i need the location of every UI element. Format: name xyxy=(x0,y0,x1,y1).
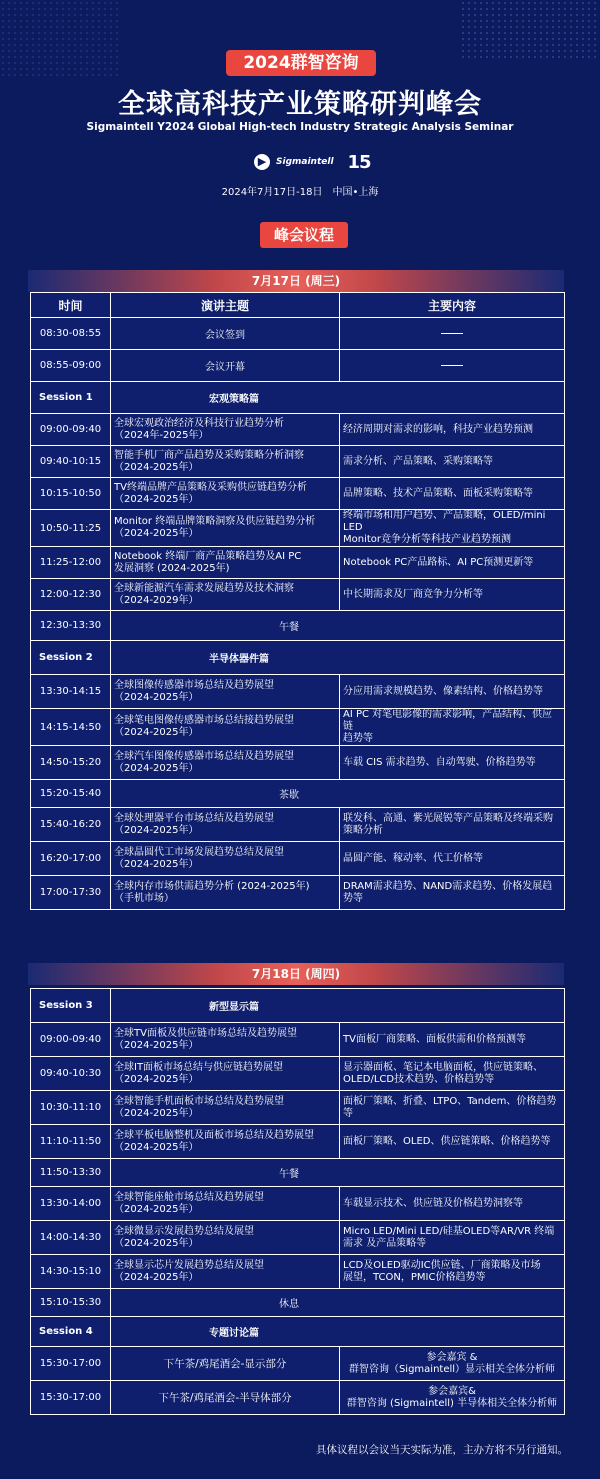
table-row xyxy=(31,746,565,780)
content-line: 需求 及产品策略等 xyxy=(343,1237,427,1249)
empty-content-cell xyxy=(340,350,565,382)
lunch-label: 午餐 xyxy=(111,611,565,641)
content-cell xyxy=(340,1381,565,1415)
topic-cell xyxy=(111,510,340,547)
topic-cell xyxy=(111,675,340,709)
content-cell xyxy=(340,1221,565,1255)
table-row xyxy=(31,876,565,910)
session-title: 半导体器件篇 xyxy=(111,641,565,675)
table-row xyxy=(31,1023,565,1057)
sigmaintell-logo-icon: ▶ xyxy=(254,154,270,170)
content-line: 车载显示技术、供应链及价格趋势洞察等 xyxy=(343,1197,523,1209)
topic-cell xyxy=(111,746,340,780)
table-row xyxy=(31,478,565,510)
content-cell xyxy=(340,1347,565,1381)
topic-line: 全球图像传感器市场总结及趋势展望 xyxy=(114,679,274,691)
content-cell xyxy=(340,1091,565,1125)
table-row xyxy=(31,446,565,478)
time-cell: 08:30-08:55 xyxy=(31,318,111,350)
content-cell xyxy=(340,1187,565,1221)
content-line: Micro LED/Mini LED/硅基OLED等AR/VR 终端 xyxy=(343,1225,555,1237)
time-cell: 10:50-11:25 xyxy=(31,510,111,547)
topic-line: 全球显示芯片发展趋势总结及展望 xyxy=(114,1259,264,1271)
content-line: 需求分析、产品策略、采购策略等 xyxy=(343,455,493,467)
time-cell: 13:30-14:00 xyxy=(31,1187,111,1221)
table-row xyxy=(31,318,565,350)
empty-content-cell xyxy=(340,318,565,350)
content-line: 经济周期对需求的影响，科技产业趋势预测 xyxy=(343,423,533,435)
session-row xyxy=(31,382,565,414)
time-cell: 12:30-13:30 xyxy=(31,611,111,641)
topic-cell: 下午茶/鸡尾酒会-半导体部分 xyxy=(111,1381,340,1415)
topic-line: （2024年-2025年） xyxy=(114,429,209,441)
content-line: LCD及OLED驱动IC供应链、厂商策略及市场 xyxy=(343,1259,541,1271)
content-cell xyxy=(340,1057,565,1091)
topic-cell xyxy=(111,1255,340,1289)
content-line: 晶圆产能、稼动率、代工价格等 xyxy=(343,852,483,864)
session-label: Session 4 xyxy=(31,1317,111,1347)
topic-line: TV终端品牌产品策略及采购供应链趋势分析 xyxy=(114,481,307,493)
content-line: 分应用需求规模趋势、像素结构、价格趋势等 xyxy=(343,685,543,697)
topic-cell xyxy=(111,1057,340,1091)
content-cell xyxy=(340,675,565,709)
session3-rows-b xyxy=(31,1187,565,1289)
session2-rows-b xyxy=(31,808,565,910)
session-row xyxy=(31,989,565,1023)
table-row xyxy=(31,709,565,746)
topic-cell xyxy=(111,1023,340,1057)
topic-line: （2024-2025年） xyxy=(114,528,199,539)
time-cell: 13:30-14:15 xyxy=(31,675,111,709)
break-label: 茶歇 xyxy=(111,780,565,808)
brand-logo xyxy=(254,150,371,174)
topic-cell: 下午茶/鸡尾酒会-显示部分 xyxy=(111,1347,340,1381)
table-row xyxy=(31,1057,565,1091)
topic-line: （2024-2025年） xyxy=(114,1107,199,1119)
page-subtitle: Sigmaintell Y2024 Global High-tech Industry Strategic Analysis Seminar xyxy=(86,121,514,133)
col-header-topic: 演讲主题 xyxy=(111,293,340,318)
table-row xyxy=(31,350,565,382)
table-row xyxy=(31,579,565,611)
table-row xyxy=(31,808,565,842)
content-line: 策略分析 xyxy=(343,824,383,836)
content-cell xyxy=(340,746,565,780)
time-cell: 15:40-16:20 xyxy=(31,808,111,842)
time-cell: 12:00-12:30 xyxy=(31,579,111,611)
content-cell xyxy=(340,547,565,579)
topic-line: （2024-2025年） xyxy=(114,1039,199,1051)
time-cell: 14:50-15:20 xyxy=(31,746,111,780)
topic-line: 全球晶圆代工市场发展趋势总结及展望 xyxy=(114,846,284,858)
time-cell: 09:40-10:15 xyxy=(31,446,111,478)
topic-line: （2024-2029年） xyxy=(114,594,199,606)
session2-rows-a xyxy=(31,675,565,780)
topic-cell xyxy=(111,414,340,446)
time-cell: 14:00-14:30 xyxy=(31,1221,111,1255)
topic-line: 全球笔电图像传感器市场总结接趋势展望 xyxy=(114,715,294,726)
topic-cell: 会议签到 xyxy=(111,318,340,350)
table-row xyxy=(31,1187,565,1221)
content-cell xyxy=(340,842,565,876)
time-cell: 08:55-09:00 xyxy=(31,350,111,382)
topic-cell xyxy=(111,709,340,746)
content-cell xyxy=(340,478,565,510)
content-line: AI PC 对笔电影像的需求影响，产品结构、供应链 xyxy=(343,709,553,732)
table-header-row xyxy=(31,293,565,318)
topic-line: 发展洞察 (2024-2025年) xyxy=(114,562,230,574)
content-line: 参会嘉宾& xyxy=(428,1385,476,1397)
time-cell: 10:30-11:10 xyxy=(31,1091,111,1125)
anniversary-number: 15 xyxy=(347,151,371,173)
rest-row xyxy=(31,1289,565,1317)
topic-cell xyxy=(111,1187,340,1221)
topic-line: 全球IT面板市场总结与供应链趋势展望 xyxy=(114,1061,284,1073)
topic-cell xyxy=(111,1221,340,1255)
content-line: 品牌策略、技术产品策略、面板采购策略等 xyxy=(343,487,533,499)
topic-cell xyxy=(111,446,340,478)
topic-cell xyxy=(111,478,340,510)
time-cell: 09:00-09:40 xyxy=(31,414,111,446)
content-cell xyxy=(340,510,565,547)
topic-cell: 会议开幕 xyxy=(111,350,340,382)
page-header xyxy=(0,0,600,260)
logo-text: Sigmaintell xyxy=(276,157,334,167)
topic-line: （2024-2025年） xyxy=(114,1271,199,1283)
topic-line: （2024-2025年） xyxy=(114,1203,199,1215)
table-row xyxy=(31,510,565,547)
event-year-badge: 2024群智咨询 xyxy=(226,50,376,76)
session-label: Session 1 xyxy=(31,382,111,414)
topic-line: （2024-2025年） xyxy=(114,858,199,870)
content-line: Monitor竞争分析等科技产业趋势预测 xyxy=(343,534,512,545)
content-line: 面板厂策略、OLED、供应链策略、价格趋势等 xyxy=(343,1135,551,1147)
content-cell xyxy=(340,446,565,478)
topic-line: （手机市场） xyxy=(114,892,174,904)
topic-line: （2024-2025年） xyxy=(114,727,199,738)
content-line: 参会嘉宾 & xyxy=(426,1351,478,1363)
topic-line: （2024-2025年） xyxy=(114,762,199,774)
content-cell xyxy=(340,1125,565,1159)
time-cell: 17:00-17:30 xyxy=(31,876,111,910)
session-label: Session 2 xyxy=(31,641,111,675)
time-cell: 15:10-15:30 xyxy=(31,1289,111,1317)
topic-line: 全球TV面板及供应链市场总结及趋势展望 xyxy=(114,1027,297,1039)
topic-cell xyxy=(111,808,340,842)
content-line: 群智咨询（Sigmaintell）显示相关全体分析师 xyxy=(348,1363,556,1375)
topic-line: 智能手机厂商产品趋势及采购策略分析洞察 xyxy=(114,449,304,461)
content-cell xyxy=(340,1023,565,1057)
time-cell: 14:15-14:50 xyxy=(31,709,111,746)
table-row xyxy=(31,1347,565,1381)
topic-line: （2024-2025年） xyxy=(114,1237,199,1249)
topic-line: 全球智能座舱市场总结及趋势展望 xyxy=(114,1191,264,1203)
topic-line: （2024-2025年） xyxy=(114,1073,199,1085)
topic-line: 全球汽车图像传感器市场总结及趋势展望 xyxy=(114,750,294,762)
content-line: 中长期需求及厂商竞争力分析等 xyxy=(343,588,483,600)
topic-line: 全球宏观政治经济及科技行业趋势分析 xyxy=(114,417,284,429)
time-cell: 09:40-10:30 xyxy=(31,1057,111,1091)
content-line: 群智咨询 (Sigmaintell) 半导体相关全体分析师 xyxy=(346,1397,558,1409)
time-cell: 09:00-09:40 xyxy=(31,1023,111,1057)
dash-mark xyxy=(441,365,463,366)
page-title: 全球高科技产业策略研判峰会 xyxy=(118,89,482,120)
content-line: 展望，TCON，PMIC价格趋势等 xyxy=(343,1271,486,1283)
table-row xyxy=(31,1125,565,1159)
content-line: 趋势等 xyxy=(343,733,373,744)
content-line: 联发科、高通、紫光展锐等产品策略及终端采购 xyxy=(343,812,553,824)
content-line: 终端市场和用户趋势、产品策略，OLED/mini LED xyxy=(343,510,546,533)
day2-date-bar: 7月18日 (周四) xyxy=(28,963,564,985)
session-row xyxy=(31,1317,565,1347)
content-line: OLED/LCD技术趋势、价格趋势等 xyxy=(343,1073,495,1085)
session-title: 宏观策略篇 xyxy=(111,382,565,414)
topic-cell xyxy=(111,876,340,910)
topic-line: 全球内存市场供需趋势分析 (2024-2025年) xyxy=(114,880,310,892)
content-line: TV面板厂商策略、面板供需和价格预测等 xyxy=(343,1033,526,1045)
session-row xyxy=(31,641,565,675)
table-row xyxy=(31,414,565,446)
time-cell: 11:25-12:00 xyxy=(31,547,111,579)
session1-rows xyxy=(31,414,565,611)
topic-line: （2024-2025年） xyxy=(114,461,199,473)
day2-schedule-table xyxy=(30,988,565,1415)
topic-line: Notebook 终端厂商产品策略趋势及AI PC xyxy=(114,550,302,562)
topic-line: （2024-2025年） xyxy=(114,493,199,505)
time-cell: 16:20-17:00 xyxy=(31,842,111,876)
dash-mark xyxy=(441,333,463,334)
rest-label: 休息 xyxy=(111,1289,565,1317)
topic-line: （2024-2025年） xyxy=(114,1141,199,1153)
time-cell: 14:30-15:10 xyxy=(31,1255,111,1289)
content-line: 显示器面板、笔记本电脑面板，供应链策略、 xyxy=(343,1061,543,1073)
content-line: Notebook PC产品路标、AI PC预测更新等 xyxy=(343,556,534,568)
topic-line: Monitor 终端品牌策略洞察及供应链趋势分析 xyxy=(114,516,316,527)
break-row xyxy=(31,780,565,808)
content-cell xyxy=(340,808,565,842)
day1-schedule-table xyxy=(30,292,565,910)
table-row xyxy=(31,547,565,579)
content-cell xyxy=(340,579,565,611)
session4-rows xyxy=(31,1347,565,1415)
content-cell xyxy=(340,709,565,746)
lunch-row xyxy=(31,1159,565,1187)
topic-cell xyxy=(111,1091,340,1125)
table-row xyxy=(31,1221,565,1255)
table-row xyxy=(31,675,565,709)
topic-line: 全球平板电脑整机及面板市场总结及趋势展望 xyxy=(114,1129,314,1141)
agenda-section-badge: 峰会议程 xyxy=(260,222,348,248)
col-header-content: 主要内容 xyxy=(340,293,565,318)
session-title: 新型显示篇 xyxy=(111,989,565,1023)
event-date-location: 2024年7月17日-18日 中国•上海 xyxy=(221,187,379,198)
lunch-label: 午餐 xyxy=(111,1159,565,1187)
content-line: 面板厂策略、折叠、LTPO、Tandem、价格趋势等 xyxy=(343,1095,557,1119)
table-row xyxy=(31,1091,565,1125)
table-row xyxy=(31,1381,565,1415)
topic-cell xyxy=(111,547,340,579)
time-cell: 11:10-11:50 xyxy=(31,1125,111,1159)
table-row xyxy=(31,1255,565,1289)
session-title: 专题讨论篇 xyxy=(111,1317,565,1347)
content-line: 车载 CIS 需求趋势、自动驾驶、价格趋势等 xyxy=(343,756,536,768)
topic-cell xyxy=(111,1125,340,1159)
session3-rows-a xyxy=(31,1023,565,1159)
time-cell: 10:15-10:50 xyxy=(31,478,111,510)
footnote: 具体议程以会议当天实际为准，主办方将不另行通知。 xyxy=(316,1444,568,1456)
col-header-time: 时间 xyxy=(31,293,111,318)
content-cell xyxy=(340,1255,565,1289)
content-line: DRAM需求趋势、NAND需求趋势、价格发展趋势等 xyxy=(343,880,553,904)
topic-line: 全球新能源汽车需求发展趋势及技术洞察 xyxy=(114,582,294,594)
time-cell: 15:30-17:00 xyxy=(31,1381,111,1415)
time-cell: 11:50-13:30 xyxy=(31,1159,111,1187)
table-row xyxy=(31,842,565,876)
content-cell xyxy=(340,414,565,446)
lunch-row xyxy=(31,611,565,641)
topic-line: 全球智能手机面板市场总结及趋势展望 xyxy=(114,1095,284,1107)
topic-line: 全球处理器平台市场总结及趋势展望 xyxy=(114,812,274,824)
content-cell xyxy=(340,876,565,910)
topic-line: （2024-2025年） xyxy=(114,824,199,836)
time-cell: 15:30-17:00 xyxy=(31,1347,111,1381)
topic-cell xyxy=(111,842,340,876)
topic-line: 全球微显示发展趋势总结及展望 xyxy=(114,1225,254,1237)
topic-line: （2024-2025年） xyxy=(114,691,199,703)
session-label: Session 3 xyxy=(31,989,111,1023)
time-cell: 15:20-15:40 xyxy=(31,780,111,808)
topic-cell xyxy=(111,579,340,611)
day1-date-bar: 7月17日 (周三) xyxy=(28,270,564,292)
